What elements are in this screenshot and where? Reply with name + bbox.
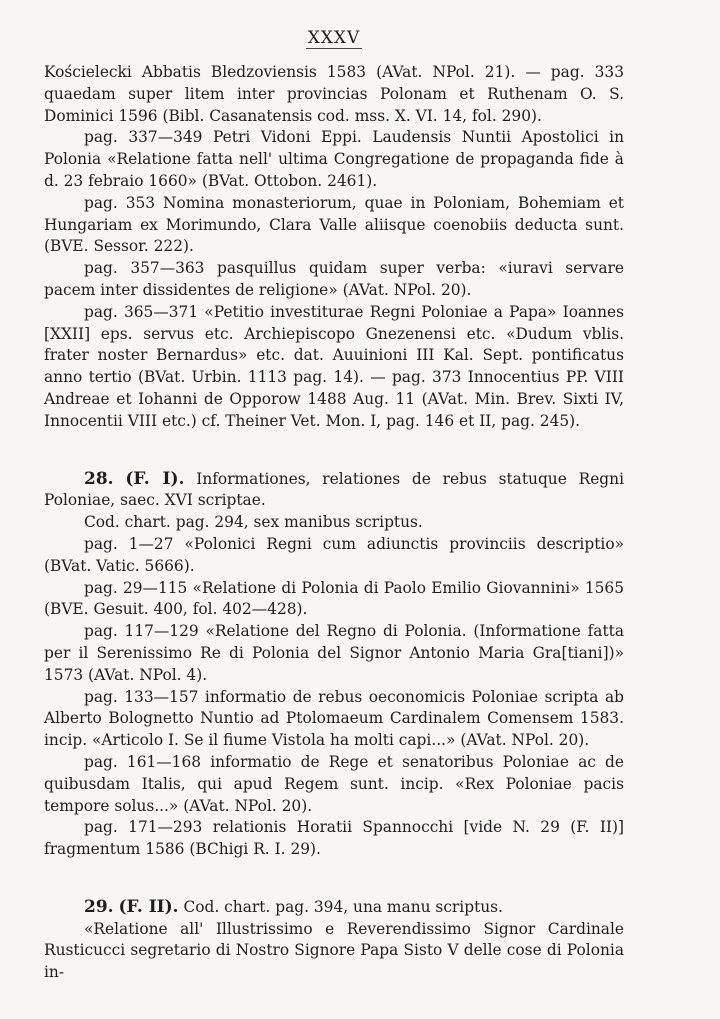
paragraph-monasteries: pag. 353 Nomina monasteriorum, quae in Poloniam, Bohemiam et Hungariam ex Morimundo, Clara Valle aliisque coenobiis deducta sunt. (BVE. Sessor. 222).: [44, 193, 624, 256]
entry-28-codex: Cod. chart. pag. 294, sex manibus scriptus.: [84, 513, 423, 532]
entry-28-item-3: pag. 117—129 «Relatione del Regno di Polonia. (Informatione fatta per il Serenissimo Re di Polonia del Signor Antonio Maria Gra[tiani])» 1573 (AVat. NPol. 4).: [44, 622, 624, 684]
section-gap: [44, 433, 624, 469]
paragraph-pasquillus: pag. 357—363 pasquillus quidam super verba: «iuravi servare pacem inter dissidentes de religione» (AVat. NPol. 20).: [44, 259, 624, 299]
running-head: [44, 28, 624, 48]
entry-29-title: Cod. chart. pag. 394, una manu scriptus.: [183, 897, 503, 916]
entry-29-code: (F. II).: [118, 896, 179, 917]
entry-28-code: (F. I).: [125, 468, 185, 489]
entry-28-item-6: pag. 171—293 relationis Horatii Spannocchi [vide N. 29 (F. II)] fragmentum 1586 (BChigi R. I. 29).: [44, 818, 624, 859]
section-gap: [44, 861, 624, 897]
entry-28-item-4: pag. 133—157 informatio de rebus oeconomicis Poloniae scripta ab Alberto Bolognetto Nuntio ad Ptolomaeum Cardinalem Comensem 1583. incip. «Articolo I. Se il fiume Vistola ha molti capi...» (AVat. NPol. 20).: [44, 687, 624, 750]
entry-28-item-1: pag. 1—27 «Polonici Regni cum adiunctis provinciis descriptio» (BVat. Vatic. 5666).: [44, 534, 624, 575]
entry-28-title: Informationes, relationes de rebus statuque Regni Poloniae, saec. XVI scriptae.: [44, 469, 624, 510]
entry-29-heading: [44, 897, 624, 919]
continuation-paragraph: Kościelecki Abbatis Bledzoviensis 1583 (AVat. NPol. 21). — pag. 333 quaedam super litem inter provincias Polonam et Ruthenam O. S. Dominici 1596 (Bibl. Casanatensis cod. mss. X. VI. 14, fol. 290).: [44, 63, 624, 125]
entry-28-number: 28.: [84, 468, 114, 489]
paragraph-petitio: pag. 365—371 «Petitio investiturae Regni Poloniae a Papa» Ioannes [XXII] eps. servus etc. Archiepiscopo Gnezenensi etc. «Dudum vblis. frater noster Bernardus» etc. dat. Auuinioni III Kal. Sept. pontificatus anno tertio (BVat. Urbin. 1113 pag. 14). — pag. 373 Innocentius PP. VIII Andreae et Iohanni de Opporow 1488 Aug. 11 (AVat. Min. Brev. Sixti IV, Innocentii VIII etc.) cf. Theiner Vet. Mon. I, pag. 146 et II, pag. 245).: [44, 302, 624, 430]
entry-29-number: 29.: [84, 896, 114, 917]
entry-28-item-5: pag. 161—168 informatio de Rege et senatoribus Poloniae ac de quibusdam Italis, qui apud Regem sunt. incip. «Rex Poloniae pacis tempore solus...» (AVat. NPol. 20).: [44, 752, 624, 815]
entry-28-heading: [44, 469, 624, 513]
entry-29-item-1: «Relatione all' Illustrissimo e Reverendissimo Signor Cardinale Rusticucci segretario di Nostro Signore Papa Sisto V delle cose di Polonia in-: [44, 919, 624, 982]
paragraph-vidoni: pag. 337—349 Petri Vidoni Eppi. Laudensis Nuntii Apostolici in Polonia «Relatione fatta nell' ultima Congregatione de propaganda fide à d. 23 febraio 1660» (BVat. Ottobon. 2461).: [44, 128, 624, 190]
entry-28-item-2: pag. 29—115 «Relatione di Polonia di Paolo Emilio Giovannini» 1565 (BVE. Gesuit. 400, fol. 402—428).: [44, 578, 624, 619]
page-number-roman: XXXV: [307, 28, 361, 48]
